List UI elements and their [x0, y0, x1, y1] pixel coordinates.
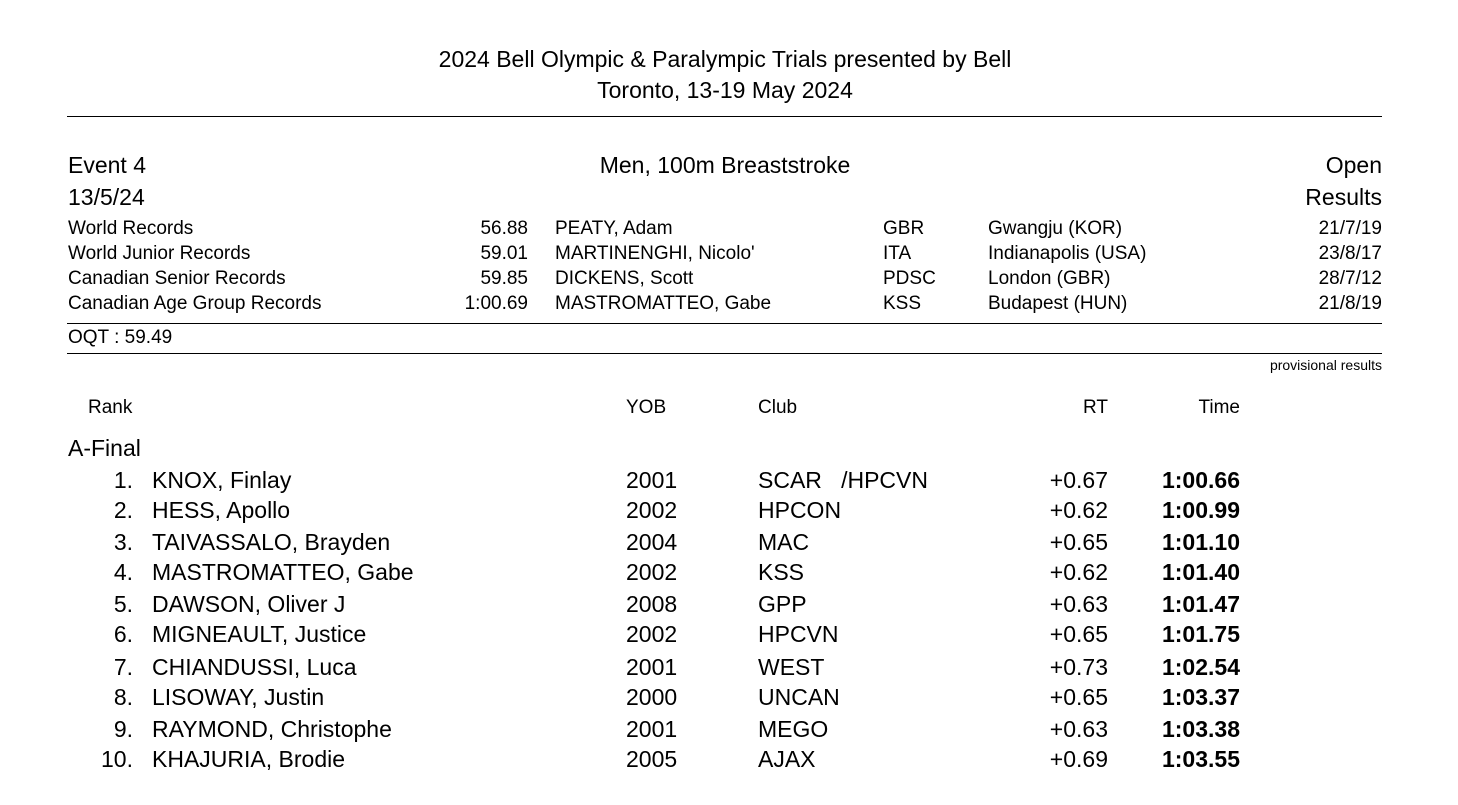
record-holder: MASTROMATTEO, Gabe [555, 293, 772, 314]
club-cell: WEST [758, 654, 825, 680]
record-club: ITA [883, 243, 912, 264]
club-cell: MEGO [758, 716, 829, 742]
event-category: Open [1325, 152, 1382, 178]
event-name: Men, 100m Breaststroke [599, 152, 851, 178]
record-club: PDSC [883, 268, 936, 289]
record-place: Gwangju (KOR) [988, 218, 1123, 239]
time-cell: 1:03.55 [1161, 746, 1240, 772]
name-cell: MASTROMATTEO, Gabe [152, 559, 414, 585]
oqt-label: OQT : 59.49 [68, 327, 173, 348]
yob-cell: 2002 [626, 559, 678, 585]
record-time: 59.85 [480, 268, 528, 289]
time-cell: 1:00.66 [1161, 467, 1240, 493]
time-cell: 1:00.99 [1161, 497, 1240, 523]
yob-cell: 2001 [626, 654, 678, 680]
rt-cell: +0.65 [1049, 684, 1108, 710]
section-title: A-Final [68, 435, 141, 461]
rank-cell: 5. [113, 591, 133, 617]
rt-cell: +0.65 [1049, 621, 1108, 647]
record-holder: MARTINENGHI, Nicolo' [555, 243, 755, 264]
name-cell: DAWSON, Oliver J [152, 591, 346, 617]
provisional-label: provisional results [1269, 357, 1382, 373]
column-rank: Rank [88, 397, 133, 418]
time-cell: 1:01.10 [1161, 529, 1240, 555]
time-cell: 1:02.54 [1161, 654, 1240, 680]
time-cell: 1:01.47 [1161, 591, 1240, 617]
rt-cell: +0.67 [1049, 467, 1108, 493]
rank-cell: 3. [113, 529, 133, 555]
record-place: London (GBR) [988, 268, 1111, 289]
yob-cell: 2004 [626, 529, 678, 555]
time-cell: 1:01.40 [1161, 559, 1240, 585]
rank-cell: 2. [113, 497, 133, 523]
meet-location: Toronto, 13-19 May 2024 [597, 77, 853, 103]
rt-cell: +0.62 [1049, 559, 1108, 585]
yob-cell: 2000 [626, 684, 678, 710]
record-date: 23/8/17 [1318, 243, 1382, 264]
yob-cell: 2001 [626, 467, 678, 493]
event-date: 13/5/24 [68, 184, 145, 210]
rank-cell: 1. [113, 467, 133, 493]
name-cell: LISOWAY, Justin [152, 684, 325, 710]
record-type: Canadian Senior Records [68, 268, 286, 289]
event-status: Results [1305, 184, 1382, 210]
rank-cell: 7. [113, 654, 133, 680]
name-cell: KNOX, Finlay [152, 467, 292, 493]
time-cell: 1:03.38 [1161, 716, 1240, 742]
record-place: Budapest (HUN) [988, 293, 1128, 314]
club-cell: HPCON [758, 497, 842, 523]
rt-cell: +0.65 [1049, 529, 1108, 555]
record-club: KSS [883, 293, 922, 314]
yob-cell: 2002 [626, 621, 678, 647]
time-cell: 1:03.37 [1161, 684, 1240, 710]
club-cell: KSS [758, 559, 805, 585]
record-place: Indianapolis (USA) [988, 243, 1147, 264]
column-yob: YOB [626, 397, 667, 418]
yob-cell: 2008 [626, 591, 678, 617]
club-cell: SCAR /HPCVN [758, 467, 928, 493]
header-divider [67, 116, 1382, 117]
rank-cell: 6. [113, 621, 133, 647]
oqt-divider [67, 353, 1382, 354]
rank-cell: 4. [113, 559, 133, 585]
rt-cell: +0.63 [1049, 716, 1108, 742]
record-club: GBR [883, 218, 925, 239]
yob-cell: 2002 [626, 497, 678, 523]
column-club: Club [758, 397, 798, 418]
record-date: 21/7/19 [1318, 218, 1382, 239]
record-time: 59.01 [480, 243, 528, 264]
club-cell: AJAX [758, 746, 816, 772]
record-time: 1:00.69 [464, 293, 528, 314]
record-holder: PEATY, Adam [555, 218, 673, 239]
record-type: Canadian Age Group Records [68, 293, 322, 314]
rt-cell: +0.63 [1049, 591, 1108, 617]
rank-cell: 9. [113, 716, 133, 742]
name-cell: RAYMOND, Christophe [152, 716, 392, 742]
name-cell: CHIANDUSSI, Luca [152, 654, 357, 680]
record-date: 28/7/12 [1318, 268, 1382, 289]
meet-title: 2024 Bell Olympic & Paralympic Trials presented by Bell [438, 46, 1012, 72]
event-number: Event 4 [68, 152, 146, 178]
record-type: World Records [68, 218, 194, 239]
rank-cell: 10. [101, 746, 133, 772]
club-cell: GPP [758, 591, 807, 617]
record-holder: DICKENS, Scott [555, 268, 694, 289]
club-cell: HPCVN [758, 621, 839, 647]
name-cell: MIGNEAULT, Justice [152, 621, 367, 647]
name-cell: HESS, Apollo [152, 497, 291, 523]
record-time: 56.88 [480, 218, 528, 239]
record-date: 21/8/19 [1318, 293, 1382, 314]
name-cell: KHAJURIA, Brodie [152, 746, 346, 772]
record-type: World Junior Records [68, 243, 251, 264]
yob-cell: 2001 [626, 716, 678, 742]
name-cell: TAIVASSALO, Brayden [152, 529, 391, 555]
rank-cell: 8. [113, 684, 133, 710]
yob-cell: 2005 [626, 746, 678, 772]
column-rt: RT [1083, 397, 1108, 418]
column-time: Time [1198, 397, 1240, 418]
time-cell: 1:01.75 [1161, 621, 1240, 647]
rt-cell: +0.62 [1049, 497, 1108, 523]
club-cell: MAC [758, 529, 810, 555]
rt-cell: +0.69 [1049, 746, 1108, 772]
rt-cell: +0.73 [1049, 654, 1108, 680]
club-cell: UNCAN [758, 684, 840, 710]
records-divider [67, 323, 1382, 324]
